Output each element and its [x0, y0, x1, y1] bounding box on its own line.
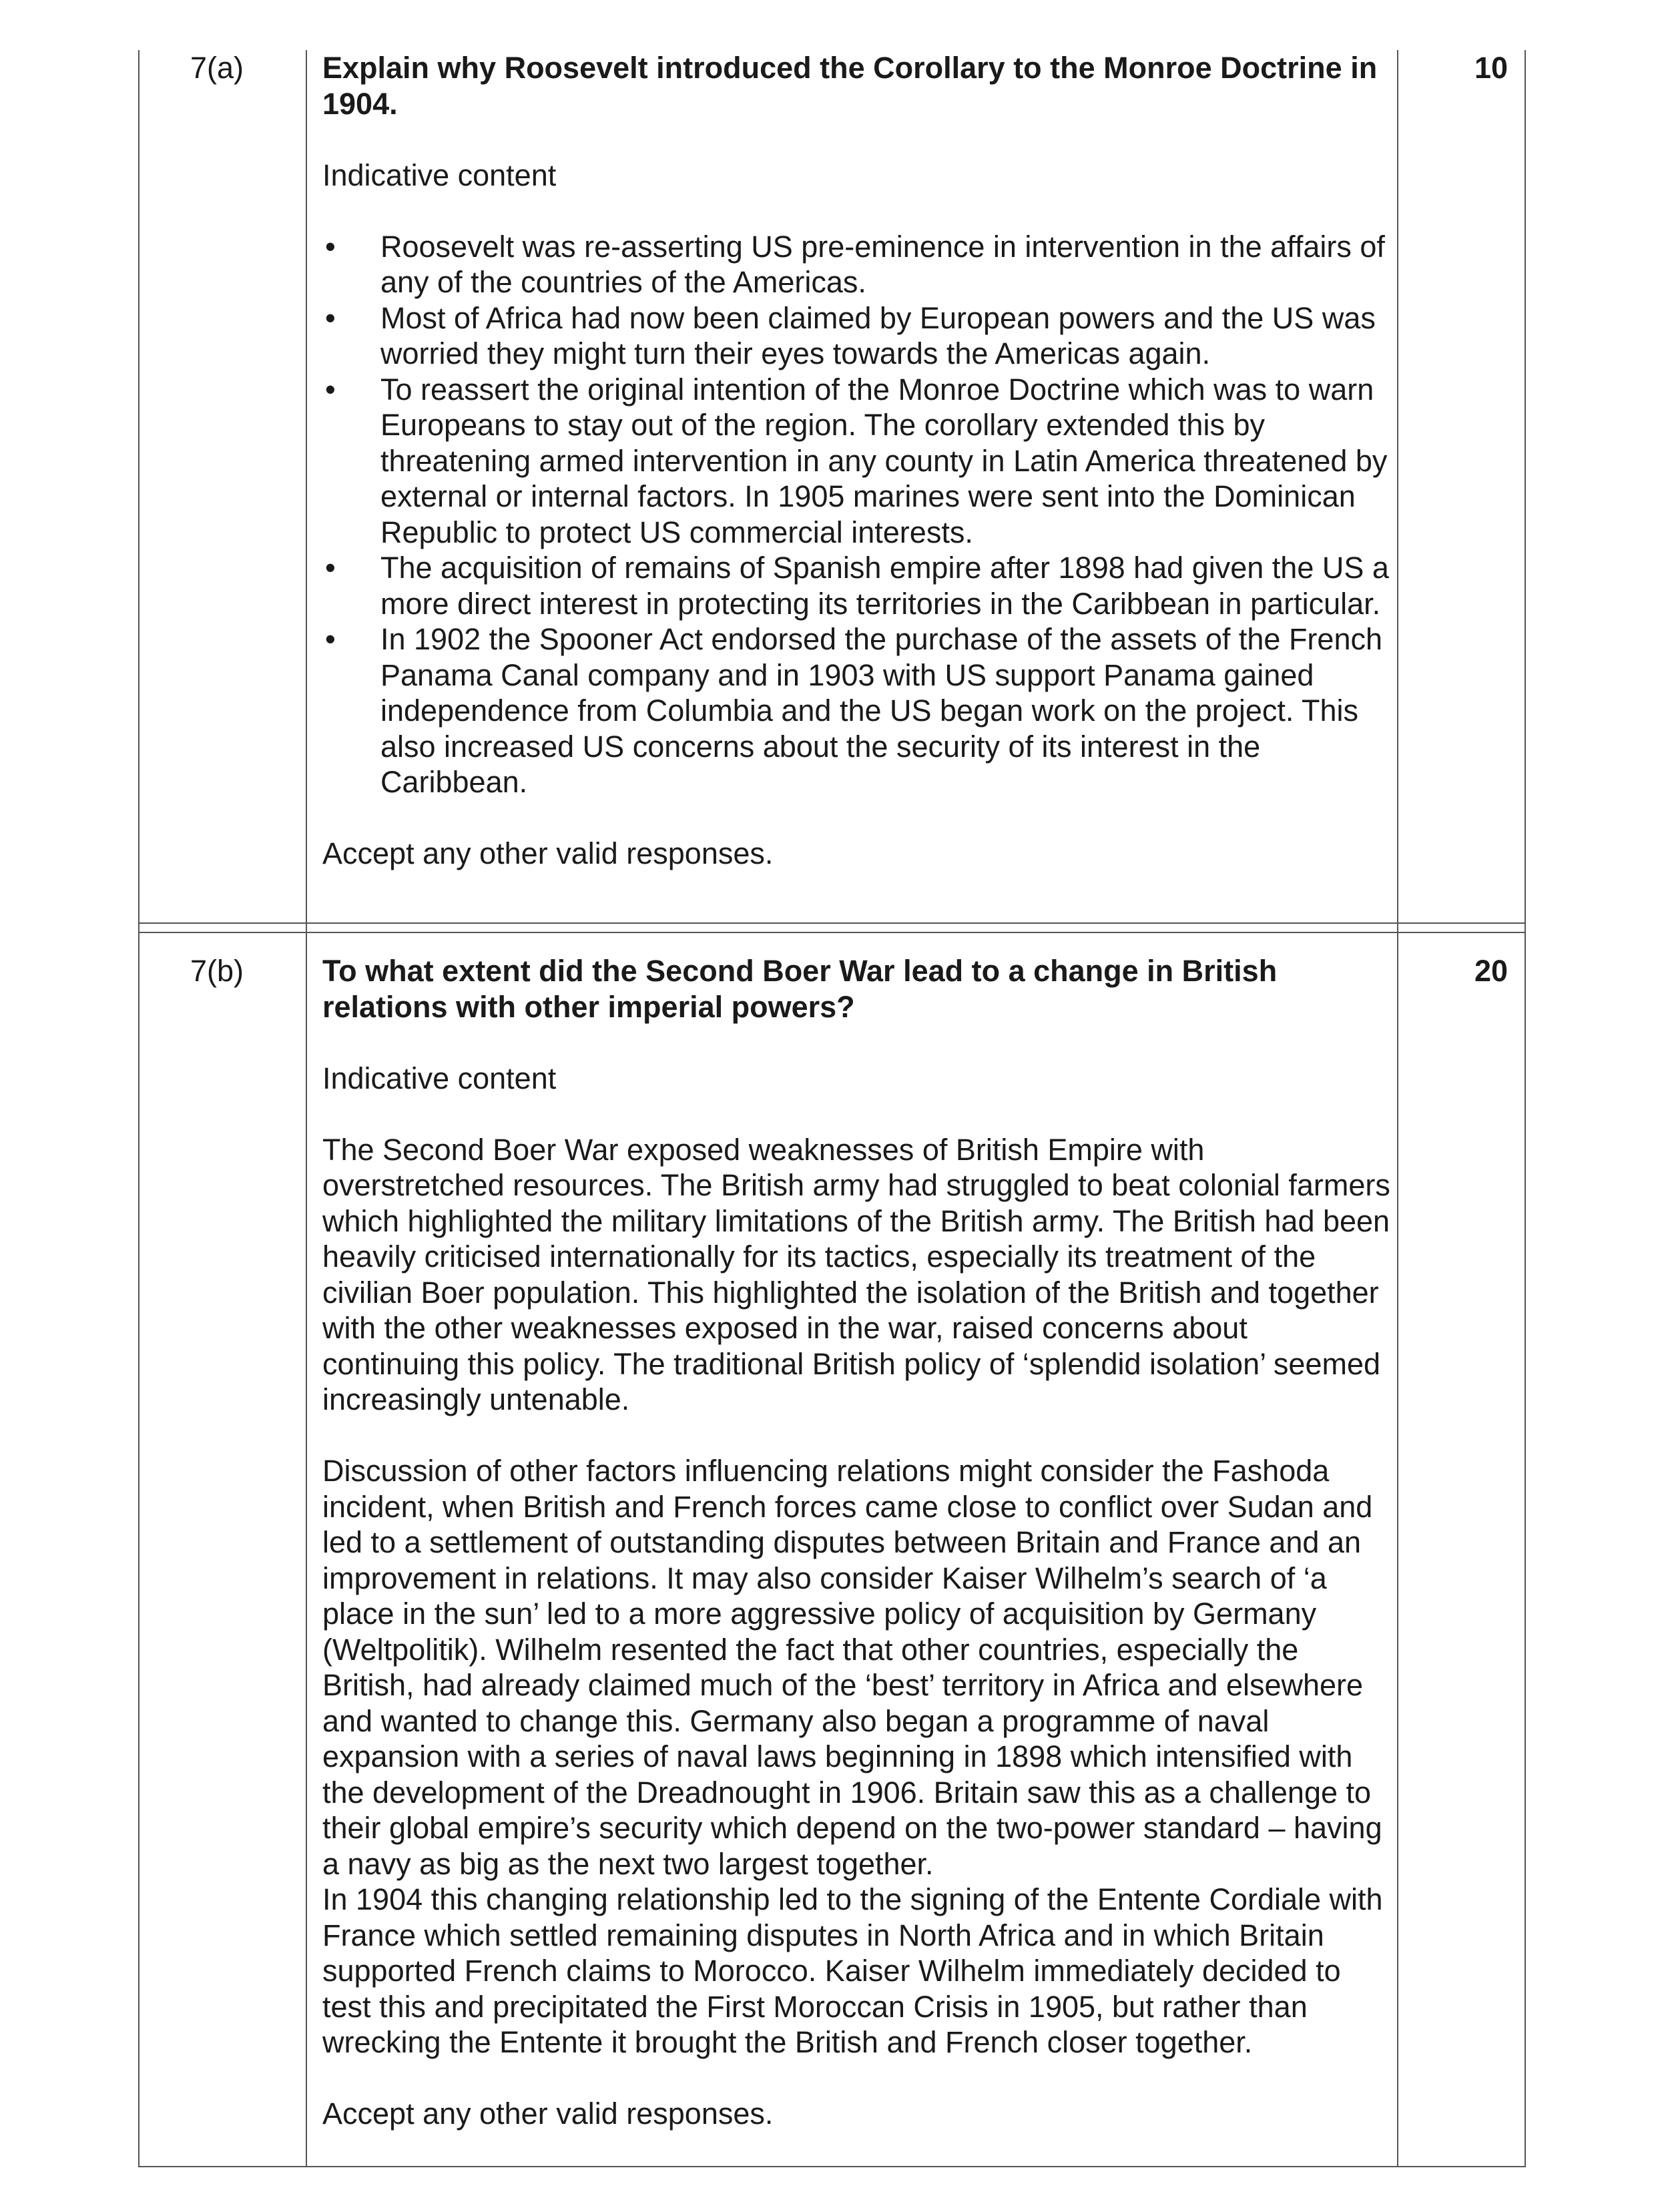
answer-content-7a [322, 50, 1390, 872]
bullet-text: To reassert the original intention of the Monroe Doctrine which was to warn Europeans to stay out of the region. The corollary extended this by threatening armed intervention in any county in Latin America threatened by external or internal factors. In 1905 marines were sent into the Dominican Republic to protect US commercial interests. [380, 372, 1388, 549]
table-border-left [138, 50, 140, 2167]
bullet-icon: • [325, 300, 336, 335]
bullet-item [322, 372, 1390, 551]
bullet-item [322, 229, 1390, 300]
question-number: 7(a) [190, 51, 244, 85]
bullet-text: In 1902 the Spooner Act endorsed the purchase of the assets of the French Panama Canal company and in 1903 with US support Panama gained independence from Columbia and the US began work on the project. This also increased US concerns about the security of its interest in the Caribbean. [380, 622, 1382, 799]
bullet-text: Most of Africa had now been claimed by European powers and the US was worried they might turn their eyes towards the Americas again. [380, 300, 1376, 370]
question-number: 7(b) [190, 954, 244, 988]
table-border-bottom [138, 2166, 1526, 2167]
bullet-text: Roosevelt was re-asserting US pre-eminence in intervention in the affairs of any of the countries of the Americas. [380, 229, 1385, 299]
bullet-icon: • [325, 229, 336, 264]
answer-paragraph: In 1904 this changing relationship led to the signing of the Entente Cordiale with France which settled remaining disputes in North Africa and in which Britain supported French claims to Morocco. Kaiser Wilhelm immediately decided to test this and precipitated the First Moroccan Crisis in 1905, but rather than wrecking the Entente it brought the British and French closer together. [322, 1882, 1383, 2059]
row-separator-top [138, 922, 1526, 924]
indicative-content-heading: Indicative content [322, 1061, 557, 1095]
question-text: Explain why Roosevelt introduced the Corollary to the Monroe Doctrine in 1904. [322, 51, 1378, 121]
row-separator-bottom [138, 932, 1526, 933]
indicative-bullet-list [322, 229, 1390, 800]
bullet-icon: • [325, 372, 336, 406]
bullet-icon: • [325, 551, 336, 585]
bullet-item [322, 300, 1390, 372]
bullet-text: The acquisition of remains of Spanish empire after 1898 had given the US a more direct interest in protecting its territories in the Caribbean in particular. [380, 551, 1389, 621]
answer-content-7b [322, 953, 1390, 2132]
marks-value: 20 [1474, 954, 1508, 988]
answer-paragraph: Discussion of other factors influencing relations might consider the Fashoda incident, when British and French forces came close to conflict over Sudan and led to a settlement of outstanding disputes between Britain and France and an improvement in relations. It may also consider Kaiser Wilhelm’s search of ‘a place in the sun’ led to a more aggressive policy of acquisition by Germany (Weltpolitik). Wilhelm resented the fact that other countries, especially the British, had already claimed much of the ‘best’ territory in Africa and elsewhere and wanted to change this. Germany also began a programme of naval expansion with a series of naval laws beginning in 1898 which intensified with the development of the Dreadnought in 1906. Britain saw this as a challenge to their global empire’s security which depend on the two-power standard – having a navy as big as the next two largest together. [322, 1454, 1382, 1881]
bullet-item [322, 621, 1390, 800]
closing-note: Accept any other valid responses. [322, 2097, 774, 2131]
question-text: To what extent did the Second Boer War lead to a change in British relations with other imperial powers? [322, 954, 1278, 1024]
closing-note: Accept any other valid responses. [322, 836, 774, 870]
bullet-item [322, 550, 1390, 621]
table-border-right [1525, 50, 1526, 2167]
answer-paragraph: The Second Boer War exposed weaknesses of British Empire with overstretched resources. The British army had struggled to beat colonial farmers which highlighted the military limitations of the British army. The British had been heavily criticised internationally for its tactics, especially its treatment of the civilian Boer population. This highlighted the isolation of the British and together with the other weaknesses exposed in the war, raised concerns about continuing this policy. The traditional British policy of ‘splendid isolation’ seemed increasingly untenable. [322, 1132, 1390, 1416]
indicative-content-heading: Indicative content [322, 158, 557, 192]
table-divider-content-marks [1397, 50, 1398, 2167]
table-divider-number-content [306, 50, 307, 2167]
marks-value: 10 [1474, 51, 1508, 85]
bullet-icon: • [325, 622, 336, 656]
